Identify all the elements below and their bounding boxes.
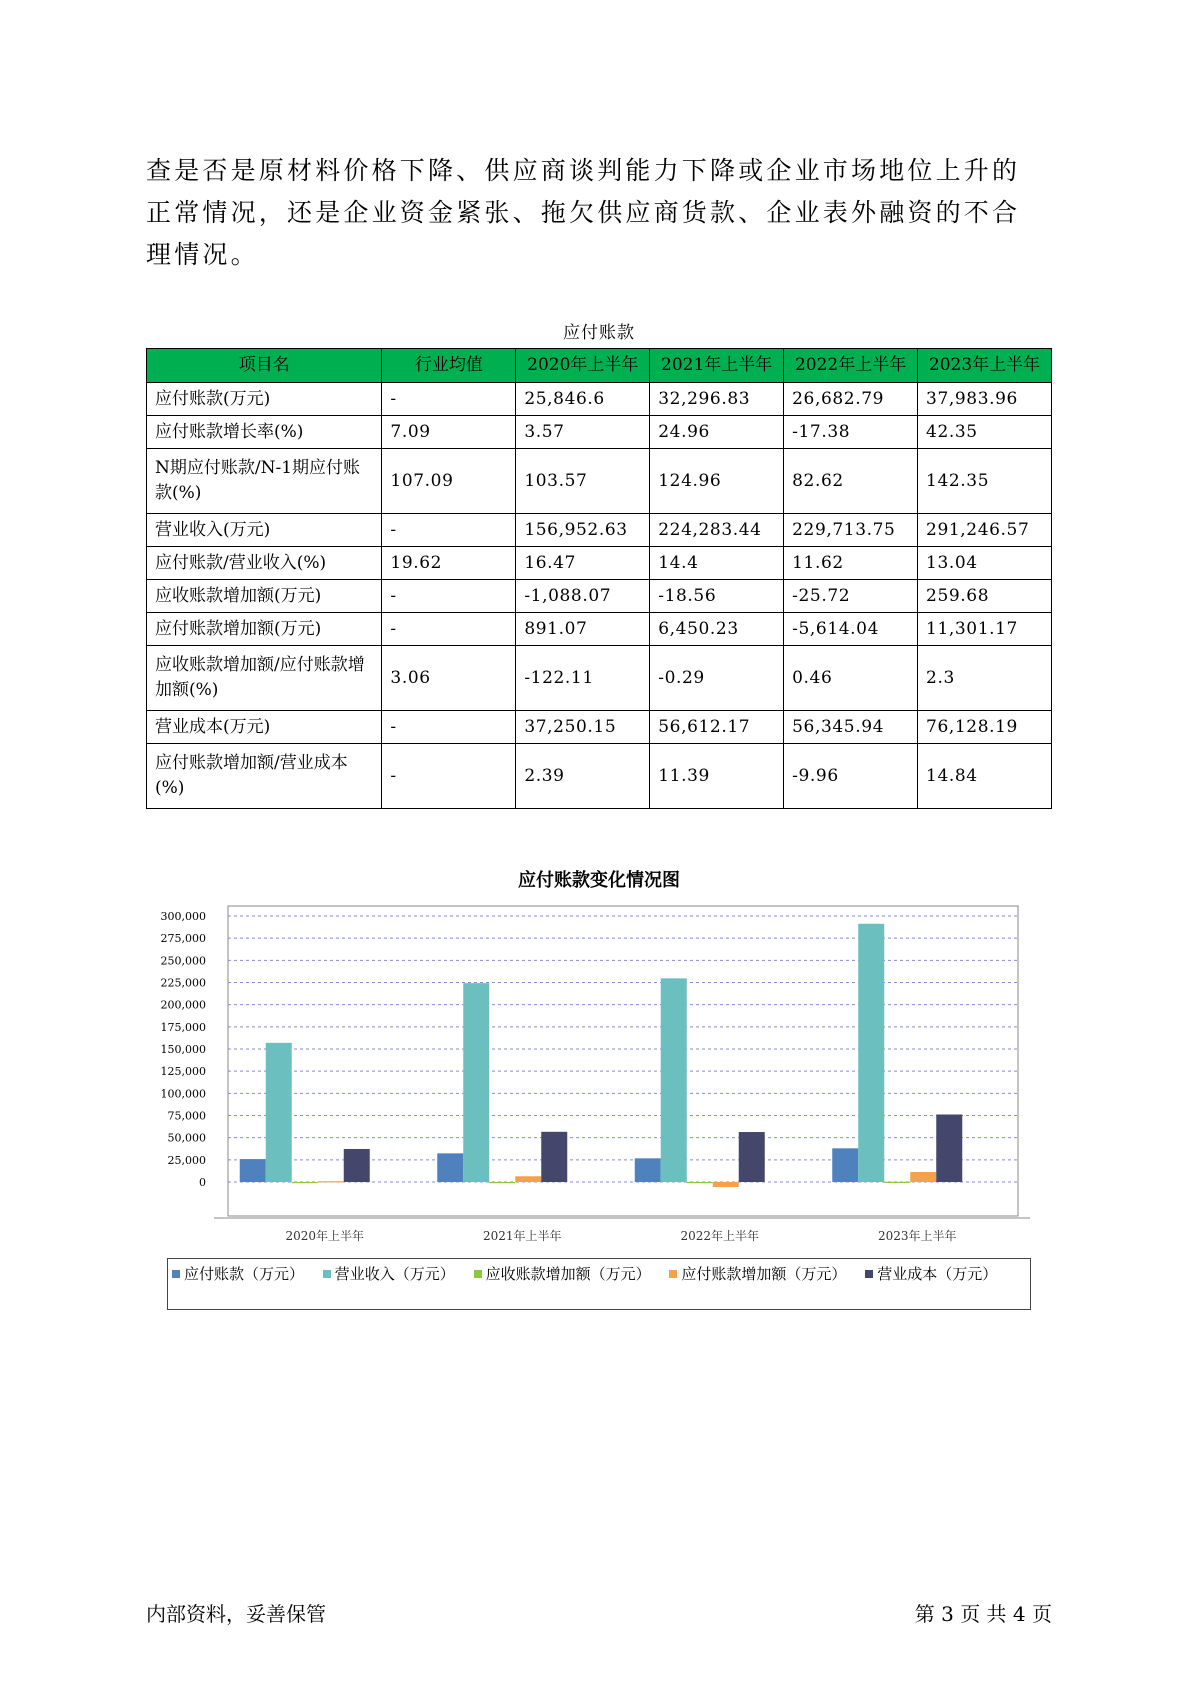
table-cell: - — [382, 383, 516, 416]
table-row — [147, 613, 1052, 646]
row-label: 应收账款增加额/应付账款增加额(%) — [147, 646, 382, 711]
table-cell: 26,682.79 — [784, 383, 918, 416]
row-label: 应付账款增加额/营业成本(%) — [147, 744, 382, 809]
table-cell: 37,983.96 — [918, 383, 1052, 416]
table-cell: 0.46 — [784, 646, 918, 711]
row-label: 应付账款增加额(万元) — [147, 613, 382, 646]
table-cell: 16.47 — [516, 547, 650, 580]
chart-legend — [167, 1258, 1031, 1310]
legend-item — [172, 1262, 304, 1286]
y-tick-label: 100,000 — [160, 1087, 206, 1101]
bar — [713, 1182, 739, 1187]
y-tick-label: 125,000 — [160, 1065, 206, 1079]
table-cell: 11.39 — [650, 744, 784, 809]
table-cell: -17.38 — [784, 416, 918, 449]
table-cell: 107.09 — [382, 449, 516, 514]
header-cell: 2020年上半年 — [516, 349, 650, 383]
table-cell: 124.96 — [650, 449, 784, 514]
legend-item — [669, 1262, 846, 1286]
table-cell: 259.68 — [918, 580, 1052, 613]
table-cell: 224,283.44 — [650, 514, 784, 547]
table-row — [147, 580, 1052, 613]
row-label: 应收账款增加额(万元) — [147, 580, 382, 613]
y-tick-label: 175,000 — [160, 1020, 206, 1034]
bar — [489, 1182, 515, 1183]
legend-label: 应付账款增加额（万元） — [681, 1265, 847, 1283]
legend-label: 营业成本（万元） — [877, 1265, 998, 1283]
y-tick-label: 250,000 — [160, 954, 206, 968]
footer-page-number: 第 3 页 共 4 页 — [914, 1602, 1052, 1626]
table-header-row — [147, 349, 1052, 383]
table-cell: 32,296.83 — [650, 383, 784, 416]
row-label: 应付账款(万元) — [147, 383, 382, 416]
table-row — [147, 744, 1052, 809]
table-cell: -5,614.04 — [784, 613, 918, 646]
table-cell: 6,450.23 — [650, 613, 784, 646]
accounts-payable-table — [146, 348, 1052, 809]
bar — [292, 1182, 318, 1183]
table-cell: 76,128.19 — [918, 711, 1052, 744]
bar — [240, 1159, 266, 1182]
row-label: 应付账款增长率(%) — [147, 416, 382, 449]
bar-chart — [160, 900, 1030, 1245]
legend-swatch — [323, 1270, 331, 1278]
legend-swatch — [669, 1270, 677, 1278]
bar — [858, 924, 884, 1182]
table-row — [147, 711, 1052, 744]
table-cell: 14.4 — [650, 547, 784, 580]
row-label: 营业成本(万元) — [147, 711, 382, 744]
legend-item — [865, 1262, 997, 1286]
x-tick-label: 2023年上半年 — [877, 1229, 957, 1243]
table-cell: 82.62 — [784, 449, 918, 514]
y-tick-label: 25,000 — [167, 1153, 206, 1167]
table-cell: -25.72 — [784, 580, 918, 613]
legend-item — [323, 1262, 455, 1286]
table-cell: 2.39 — [516, 744, 650, 809]
table-cell: 291,246.57 — [918, 514, 1052, 547]
table-cell: 11.62 — [784, 547, 918, 580]
table-cell: 229,713.75 — [784, 514, 918, 547]
table-cell: -122.11 — [516, 646, 650, 711]
legend-swatch — [865, 1270, 873, 1278]
bar — [739, 1132, 765, 1182]
table-row — [147, 383, 1052, 416]
bar — [687, 1182, 713, 1183]
table-cell: - — [382, 744, 516, 809]
table-cell: 56,345.94 — [784, 711, 918, 744]
table-cell: -9.96 — [784, 744, 918, 809]
header-cell: 2021年上半年 — [650, 349, 784, 383]
table-cell: 11,301.17 — [918, 613, 1052, 646]
header-cell: 项目名 — [147, 349, 382, 383]
y-tick-label: 300,000 — [160, 910, 206, 923]
table-cell: 19.62 — [382, 547, 516, 580]
table-cell: - — [382, 514, 516, 547]
table-cell: 3.06 — [382, 646, 516, 711]
y-tick-label: 150,000 — [160, 1043, 206, 1056]
bar — [515, 1176, 541, 1182]
y-tick-label: 200,000 — [160, 998, 206, 1012]
row-label: N期应付账款/N-1期应付账款(%) — [147, 449, 382, 514]
table-cell: 42.35 — [918, 416, 1052, 449]
table-row — [147, 646, 1052, 711]
table-cell: - — [382, 580, 516, 613]
x-tick-label: 2022年上半年 — [680, 1229, 760, 1243]
table-cell: -18.56 — [650, 580, 784, 613]
body-paragraph: 查是否是原材料价格下降、供应商谈判能力下降或企业市场地位上升的正常情况，还是企业资金紧张、拖欠供应商货款、企业表外融资的不合理情况。 — [146, 156, 1021, 269]
bar — [635, 1158, 661, 1182]
bar — [884, 1182, 910, 1183]
legend-item — [474, 1262, 651, 1286]
y-tick-label: 50,000 — [167, 1131, 206, 1145]
legend-label: 应收账款增加额（万元） — [485, 1265, 651, 1283]
legend-swatch — [474, 1270, 482, 1278]
table-cell: 37,250.15 — [516, 711, 650, 744]
table-cell: - — [382, 711, 516, 744]
bar — [910, 1172, 936, 1182]
y-tick-label: 0 — [199, 1176, 206, 1189]
table-cell: -1,088.07 — [516, 580, 650, 613]
table-cell: 891.07 — [516, 613, 650, 646]
table-cell: 2.3 — [918, 646, 1052, 711]
table-row — [147, 416, 1052, 449]
table-cell: 142.35 — [918, 449, 1052, 514]
table-cell: -0.29 — [650, 646, 784, 711]
table-cell: - — [382, 613, 516, 646]
table-cell: 156,952.63 — [516, 514, 650, 547]
table-cell: 13.04 — [918, 547, 1052, 580]
bar — [832, 1148, 858, 1182]
row-label: 营业收入(万元) — [147, 514, 382, 547]
header-cell: 行业均值 — [382, 349, 516, 383]
y-tick-label: 225,000 — [160, 976, 206, 990]
bar — [318, 1181, 344, 1182]
table-cell: 103.57 — [516, 449, 650, 514]
legend-label: 应付账款（万元） — [184, 1265, 305, 1283]
row-label: 应付账款/营业收入(%) — [147, 547, 382, 580]
bar — [463, 983, 489, 1182]
legend-swatch — [172, 1270, 180, 1278]
header-cell: 2022年上半年 — [784, 349, 918, 383]
legend-label: 营业收入（万元） — [334, 1265, 455, 1283]
y-tick-label: 75,000 — [167, 1109, 206, 1123]
table-row — [147, 547, 1052, 580]
table-cell: 7.09 — [382, 416, 516, 449]
header-cell: 2023年上半年 — [918, 349, 1052, 383]
footer-confidential: 内部资料，妥善保管 — [146, 1602, 326, 1626]
bar — [936, 1114, 962, 1182]
table-row — [147, 449, 1052, 514]
table-cell: 3.57 — [516, 416, 650, 449]
bar — [344, 1149, 370, 1182]
table-cell: 56,612.17 — [650, 711, 784, 744]
table-cell: 24.96 — [650, 416, 784, 449]
y-tick-label: 275,000 — [160, 932, 206, 946]
bar — [266, 1043, 292, 1182]
table-cell: 14.84 — [918, 744, 1052, 809]
x-tick-label: 2020年上半年 — [285, 1229, 365, 1243]
bar — [661, 978, 687, 1182]
x-tick-label: 2021年上半年 — [482, 1229, 562, 1243]
bar — [437, 1153, 463, 1182]
chart-title: 应付账款变化情况图 — [518, 870, 680, 891]
table-cell: 25,846.6 — [516, 383, 650, 416]
table-title: 应付账款 — [563, 323, 635, 343]
bar — [541, 1132, 567, 1182]
table-row — [147, 514, 1052, 547]
